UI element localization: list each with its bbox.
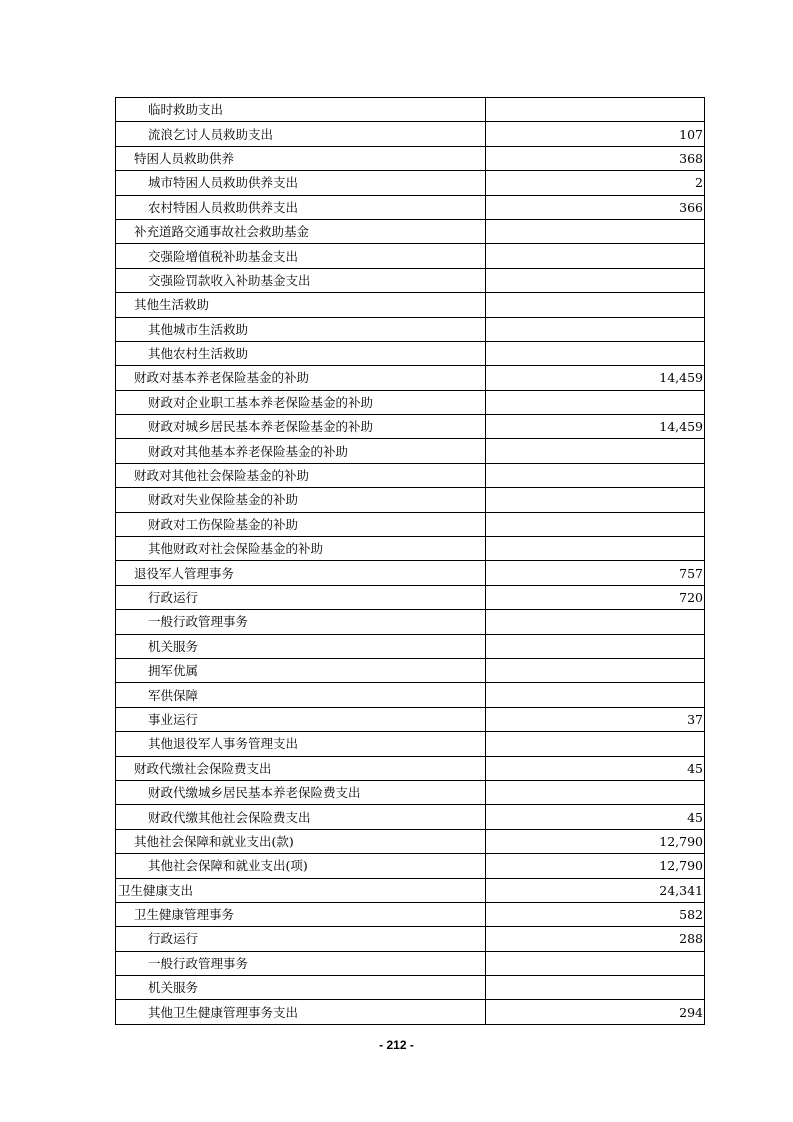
table-row — [116, 146, 705, 170]
item-name-cell: 退役军人管理事务 — [116, 561, 486, 585]
table-row — [116, 488, 705, 512]
item-name-cell: 交强险增值税补助基金支出 — [116, 244, 486, 268]
table-row — [116, 512, 705, 536]
item-name-cell: 其他农村生活救助 — [116, 341, 486, 365]
table-row — [116, 293, 705, 317]
table-row — [116, 683, 705, 707]
table-row — [116, 244, 705, 268]
table-row — [116, 195, 705, 219]
amount-cell — [486, 512, 705, 536]
item-name-cell: 流浪乞讨人员救助支出 — [116, 122, 486, 146]
table-row — [116, 732, 705, 756]
item-name-cell: 财政对失业保险基金的补助 — [116, 488, 486, 512]
item-name-cell: 其他财政对社会保险基金的补助 — [116, 537, 486, 561]
item-name-cell: 拥军优属 — [116, 658, 486, 682]
item-name-cell: 财政对工伤保险基金的补助 — [116, 512, 486, 536]
amount-cell: 294 — [486, 1000, 705, 1024]
amount-cell: 2 — [486, 171, 705, 195]
item-name-cell: 补充道路交通事故社会救助基金 — [116, 219, 486, 243]
amount-cell: 45 — [486, 756, 705, 780]
amount-cell: 14,459 — [486, 366, 705, 390]
amount-cell — [486, 976, 705, 1000]
item-name-cell: 一般行政管理事务 — [116, 951, 486, 975]
table-row — [116, 658, 705, 682]
item-name-cell: 一般行政管理事务 — [116, 610, 486, 634]
amount-cell: 757 — [486, 561, 705, 585]
page-number: - 212 - — [379, 1038, 414, 1052]
item-name-cell: 机关服务 — [116, 976, 486, 1000]
item-name-cell: 机关服务 — [116, 634, 486, 658]
table-row — [116, 902, 705, 926]
amount-cell: 45 — [486, 805, 705, 829]
table-row — [116, 366, 705, 390]
amount-cell — [486, 317, 705, 341]
amount-cell: 366 — [486, 195, 705, 219]
amount-cell — [486, 634, 705, 658]
table-row — [116, 415, 705, 439]
table-row — [116, 780, 705, 804]
amount-cell — [486, 951, 705, 975]
item-name-cell: 其他社会保障和就业支出(款) — [116, 829, 486, 853]
table-row — [116, 537, 705, 561]
table-row — [116, 756, 705, 780]
amount-cell — [486, 488, 705, 512]
table-row — [116, 98, 705, 122]
item-name-cell: 财政对其他基本养老保险基金的补助 — [116, 439, 486, 463]
item-name-cell: 其他城市生活救助 — [116, 317, 486, 341]
item-name-cell: 交强险罚款收入补助基金支出 — [116, 268, 486, 292]
table-row — [116, 707, 705, 731]
item-name-cell: 其他退役军人事务管理支出 — [116, 732, 486, 756]
item-name-cell: 财政代缴城乡居民基本养老保险费支出 — [116, 780, 486, 804]
table-row — [116, 878, 705, 902]
amount-cell: 368 — [486, 146, 705, 170]
amount-cell — [486, 658, 705, 682]
item-name-cell: 财政代缴其他社会保险费支出 — [116, 805, 486, 829]
table-row — [116, 805, 705, 829]
item-name-cell: 行政运行 — [116, 585, 486, 609]
amount-cell: 107 — [486, 122, 705, 146]
amount-cell: 720 — [486, 585, 705, 609]
table-row — [116, 390, 705, 414]
item-name-cell: 其他社会保障和就业支出(项) — [116, 854, 486, 878]
amount-cell: 12,790 — [486, 854, 705, 878]
item-name-cell: 财政代缴社会保险费支出 — [116, 756, 486, 780]
amount-cell — [486, 390, 705, 414]
item-name-cell: 卫生健康支出 — [116, 878, 486, 902]
item-name-cell: 财政对城乡居民基本养老保险基金的补助 — [116, 415, 486, 439]
amount-cell — [486, 537, 705, 561]
item-name-cell: 行政运行 — [116, 927, 486, 951]
table-row — [116, 585, 705, 609]
amount-cell — [486, 341, 705, 365]
table-row — [116, 951, 705, 975]
amount-cell — [486, 463, 705, 487]
amount-cell — [486, 780, 705, 804]
table-row — [116, 122, 705, 146]
amount-cell: 14,459 — [486, 415, 705, 439]
amount-cell — [486, 683, 705, 707]
table-row — [116, 829, 705, 853]
amount-cell: 582 — [486, 902, 705, 926]
table-body — [116, 98, 705, 1025]
table-row — [116, 317, 705, 341]
table-row — [116, 854, 705, 878]
table-row — [116, 463, 705, 487]
table-row — [116, 927, 705, 951]
table-row — [116, 341, 705, 365]
amount-cell — [486, 244, 705, 268]
table-row — [116, 976, 705, 1000]
item-name-cell: 其他生活救助 — [116, 293, 486, 317]
item-name-cell: 军供保障 — [116, 683, 486, 707]
item-name-cell: 特困人员救助供养 — [116, 146, 486, 170]
item-name-cell: 财政对其他社会保险基金的补助 — [116, 463, 486, 487]
table-row — [116, 268, 705, 292]
table-row — [116, 439, 705, 463]
amount-cell — [486, 293, 705, 317]
amount-cell: 24,341 — [486, 878, 705, 902]
table-row — [116, 219, 705, 243]
amount-cell — [486, 610, 705, 634]
amount-cell: 288 — [486, 927, 705, 951]
amount-cell — [486, 219, 705, 243]
amount-cell: 12,790 — [486, 829, 705, 853]
item-name-cell: 财政对基本养老保险基金的补助 — [116, 366, 486, 390]
amount-cell — [486, 732, 705, 756]
item-name-cell: 事业运行 — [116, 707, 486, 731]
table-row — [116, 610, 705, 634]
amount-cell: 37 — [486, 707, 705, 731]
item-name-cell: 卫生健康管理事务 — [116, 902, 486, 926]
table-row — [116, 634, 705, 658]
table-row — [116, 171, 705, 195]
item-name-cell: 城市特困人员救助供养支出 — [116, 171, 486, 195]
item-name-cell: 临时救助支出 — [116, 98, 486, 122]
item-name-cell: 财政对企业职工基本养老保险基金的补助 — [116, 390, 486, 414]
table-row — [116, 561, 705, 585]
item-name-cell: 其他卫生健康管理事务支出 — [116, 1000, 486, 1024]
budget-expenditure-table — [115, 97, 705, 1025]
amount-cell — [486, 268, 705, 292]
table-row — [116, 1000, 705, 1024]
amount-cell — [486, 98, 705, 122]
item-name-cell: 农村特困人员救助供养支出 — [116, 195, 486, 219]
amount-cell — [486, 439, 705, 463]
